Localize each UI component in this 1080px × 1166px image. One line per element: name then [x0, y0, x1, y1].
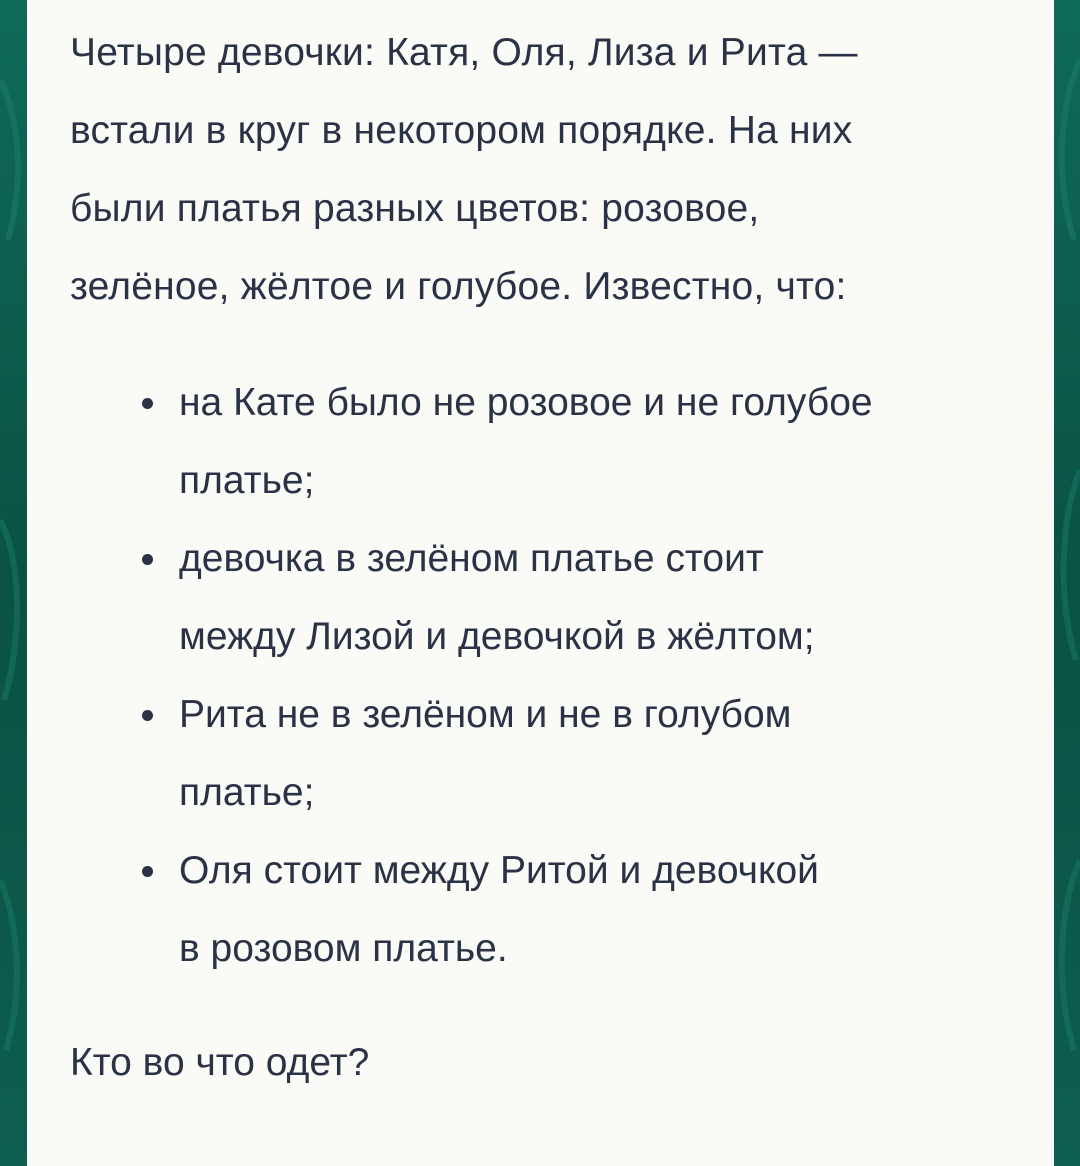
intro-line: зелёное, жёлтое и голубое. Известно, что: [70, 265, 847, 308]
wave-pattern-right [1054, 0, 1080, 1166]
bullet-icon [142, 398, 153, 409]
question-text: Кто во что одет? [70, 1041, 370, 1084]
condition-line: девочка в зелёном платье стоит [179, 537, 764, 580]
bullet-icon [142, 866, 153, 877]
wave-pattern-left [0, 0, 27, 1166]
condition-line: платье; [179, 459, 315, 502]
intro-paragraph [70, 14, 1020, 326]
condition-line: платье; [179, 771, 315, 814]
background-left-strip [0, 0, 27, 1166]
condition-line: в розовом платье. [179, 927, 508, 970]
intro-line: Четыре девочки: Катя, Оля, Лиза и Рита — [70, 31, 858, 74]
bullet-icon [142, 554, 153, 565]
bullet-icon [142, 710, 153, 721]
condition-line: между Лизой и девочкой в жёлтом; [179, 615, 815, 658]
problem-card [27, 0, 1054, 1166]
condition-item [27, 676, 1027, 832]
condition-line: Оля стоит между Ритой и девочкой [179, 849, 819, 892]
background-right-strip [1054, 0, 1080, 1166]
condition-line: на Кате было не розовое и не голубое [179, 381, 873, 424]
condition-item [27, 364, 1027, 520]
condition-line: Рита не в зелёном и не в голубом [179, 693, 792, 736]
conditions-list [27, 364, 1027, 988]
condition-item [27, 832, 1027, 988]
condition-item [27, 520, 1027, 676]
intro-line: встали в круг в некотором порядке. На них [70, 109, 853, 152]
intro-line: были платья разных цветов: розовое, [70, 187, 760, 230]
